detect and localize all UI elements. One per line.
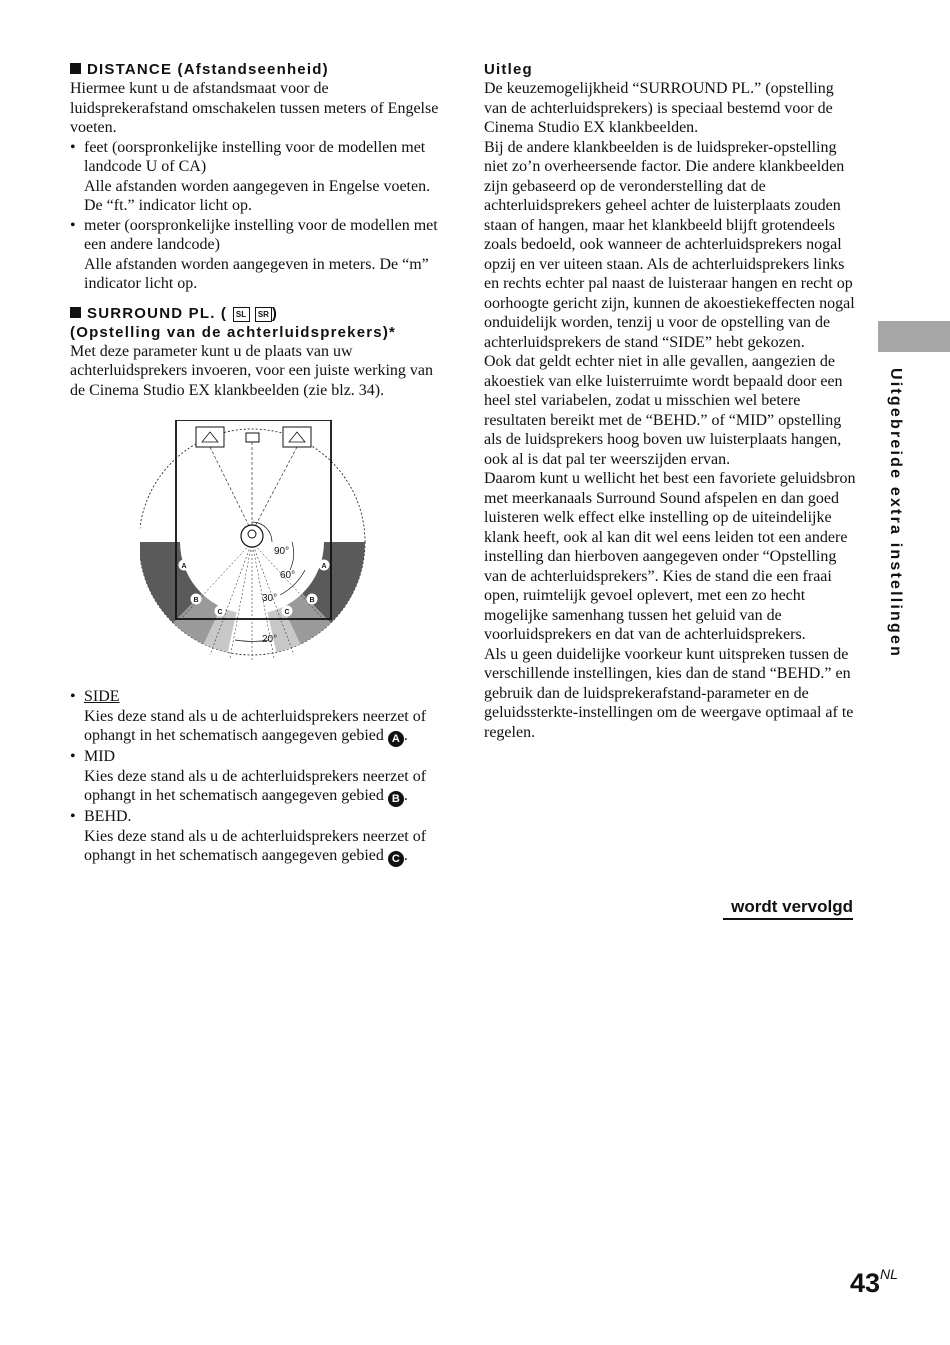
distance-heading: DISTANCE (Afstandseenheid) <box>70 60 442 79</box>
continued-label: wordt vervolgd <box>723 897 853 920</box>
angle-label: 60° <box>280 570 296 581</box>
center-speaker-icon <box>246 433 259 442</box>
option-name: BEHD. <box>84 808 132 825</box>
angle-label: 30° <box>262 593 278 604</box>
zone-b-badge: B <box>388 791 404 807</box>
zone-marker: C <box>284 609 290 616</box>
left-column <box>70 60 442 867</box>
zone-marker: C <box>217 609 223 616</box>
zone-marker: B <box>193 597 199 604</box>
distance-intro: Hiermee kunt u de afstandsmaat voor de luidsprekerafstand omschakelen tussen meters of Engelse voeten. <box>70 80 439 136</box>
paragraph: Bij de andere klankbeelden is de luidspreker-opstelling niet zo’n overheersende factor. Die andere klankbeelden zijn gebaseerd op de veronderstelling dat de achterluidsprekers geheel achter de luisterplaats zouden staan of hangen, maar het klankbeeld blijft grotendeels zoals bedoeld, ook wanneer de achterluidsprekers nogal opzij en ver uiteen staan. Als de achterluidsprekers links en rechts echter pal naast de luisteraar hangen en recht op oorhoogte gericht zijn, kunnen de akoestiekeffecten nogal onduidelijk worden, tenzij u voor de opstelling van de achterluidsprekers de stand “SIDE” hebt gekozen. <box>484 138 855 351</box>
zone-marker: B <box>309 597 315 604</box>
surround-right-icon: SR <box>255 307 272 322</box>
list-item: • meter (oorspronkelijke instelling voor de modellen met een andere landcode) Alle afstanden worden aangegeven in meters. De “m” indicator licht op. <box>70 216 438 292</box>
speaker-placement-diagram <box>140 420 370 660</box>
list-item: • feet (oorspronkelijke instelling voor de modellen met landcode U of CA) Alle afstanden worden aangegeven in Engelse voeten. De “ft.” indicator licht op. <box>70 138 431 214</box>
surround-heading: SURROUND PL. ( SL SR ) <box>70 304 442 323</box>
zone-c-badge: C <box>388 851 404 867</box>
option-mid: • MID Kies deze stand als u de achterluidsprekers neerzet of ophangt in het schematisch aangegeven gebied B . <box>70 747 442 807</box>
zone-a-badge: A <box>388 731 404 747</box>
option-name: SIDE <box>84 688 120 705</box>
paragraph: Ook dat geldt echter niet in alle gevallen, aangezien de akoestiek van elke luisterruimte wordt bepaald door een heel stel variabelen, zodat u misschien wel betere resultaten bereikt met de “BEHD.” of “MID” opstelling als de luidsprekers hoog boven uw luisterplaats hangen, ook al is dat pal ter weerszijden ervan. <box>484 353 843 468</box>
uitleg-heading: Uitleg <box>484 61 533 78</box>
angle-label: 20° <box>262 634 278 645</box>
paragraph: De keuzemogelijkheid “SURROUND PL.” (opstelling van de achterluidsprekers) is speciaal bestemd voor de Cinema Studio EX klankbeelden. <box>484 80 834 136</box>
section-tab-marker <box>878 321 950 352</box>
surround-intro: Met deze parameter kunt u de plaats van uw achterluidsprekers invoeren, voor een juiste werking van de Cinema Studio EX klankbeelden (zie blz. 34). <box>70 342 433 399</box>
listener-icon <box>241 525 263 547</box>
surround-left-icon: SL <box>233 307 250 322</box>
front-right-speaker-icon <box>283 427 311 447</box>
option-side: • SIDE Kies deze stand als u de achterluidsprekers neerzet of ophangt in het schematisch aangegeven gebied A . <box>70 687 442 747</box>
surround-subheading: (Opstelling van de achterluidsprekers)* <box>70 323 397 341</box>
zone-marker: A <box>181 563 187 570</box>
option-behd: • BEHD. Kies deze stand als u de achterluidsprekers neerzet of ophangt in het schematisch aangegeven gebied C . <box>70 807 442 867</box>
paragraph: Als u geen duidelijke voorkeur kunt uitspreken tussen de verschillende instellingen, kies dan de stand “BEHD.” en gebruik dan de luidsprekerafstand-parameter en de geluidssterkte-instellingen om de weergave optimaal af te regelen. <box>484 645 854 741</box>
angle-label: 90° <box>274 546 290 557</box>
paragraph: Daarom kunt u wellicht het best een favoriete geluidsbron met meerkanaals Surround Sound afspelen en dan goed luisteren welk effect elke instelling op de uiteindelijke klank heeft, ook al kan dit wel eens leiden tot een andere instelling dan hierboven aangegeven onder “Opstelling van de achterluidsprekers”. Kies de stand die een fraai open, ruimtelijk gevoel oplevert, met een zo hecht mogelijke samenhang tussen het geluid van de voorluidsprekers en dat van de achterluidsprekers. <box>484 470 856 643</box>
page-number: $43^{NL}$ <box>850 1266 898 1298</box>
right-column <box>484 60 856 742</box>
front-left-speaker-icon <box>196 427 224 447</box>
section-tab-label: Uitgebreide extra instellingen <box>887 368 904 659</box>
zone-marker: A <box>321 563 327 570</box>
option-name: MID <box>84 748 116 765</box>
square-bullet-icon <box>70 307 81 318</box>
square-bullet-icon <box>70 63 81 74</box>
